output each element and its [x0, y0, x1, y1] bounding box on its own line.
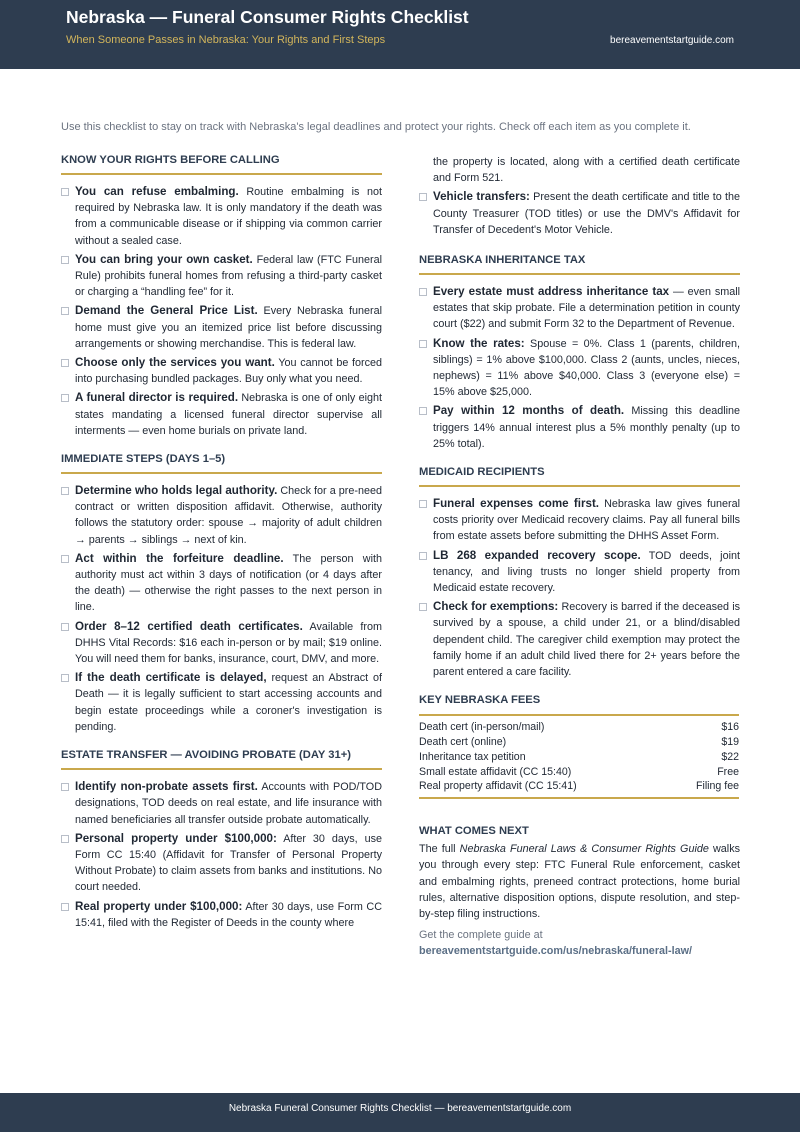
item-text: Present the death certificate and title to the County Treasurer (TOD titles) or use the DMV's Affidavit for Transfer of Decedent's Motor Vehicle. — [433, 191, 740, 236]
section-know-rights — [61, 154, 382, 439]
item-text: Recovery is barred if the deceased is survived by a spouse, a child under 21, or a blind/disabled dependent child. The caregiver child exemption may protect the family home if an adult child lived there for 2+ years before the parent entered a care facility. — [433, 601, 741, 679]
checklist-item — [61, 483, 382, 548]
checkbox[interactable] — [61, 623, 69, 631]
page-footer: Nebraska Funeral Consumer Rights Checklist — bereavementstartguide.com — [0, 1093, 800, 1132]
item-text: Every Nebraska funeral home must give you an itemized price list before discussing arrangements or showing merchandise. This is federal law. — [75, 305, 383, 350]
right-column — [419, 154, 740, 959]
item-title: If the death certificate is delayed, — [75, 671, 267, 685]
item-title: You can refuse embalming. — [75, 185, 239, 198]
checklist-item — [61, 390, 382, 439]
checkbox[interactable] — [419, 340, 427, 348]
page-subtitle: When Someone Passes in Nebraska: Your Rights and First Steps — [66, 34, 386, 46]
checklist-item — [419, 336, 740, 401]
checklist-item — [419, 548, 740, 597]
section-immediate-steps — [61, 453, 382, 735]
checklist-item — [61, 184, 382, 249]
fee-value: $19 — [721, 736, 739, 749]
item-title: Identify non-probate assets first. — [75, 780, 258, 794]
checkbox[interactable] — [419, 288, 427, 296]
checklist-item — [61, 303, 382, 352]
item-title: Know the rates: — [433, 336, 525, 350]
item-title: LB 268 expanded recovery scope. — [433, 548, 641, 562]
section-heading: MEDICAID RECIPIENTS — [419, 466, 740, 487]
checkbox[interactable] — [61, 359, 69, 367]
fee-label: Death cert (online) — [419, 736, 507, 749]
item-text: Accounts with POD/TOD designations, TOD deeds on real estate, and life insurance with named beneficiaries all transfer outside probate automatically. — [75, 781, 382, 826]
get-guide-text: Get the complete guide at — [419, 929, 543, 942]
section-estate-transfer — [61, 749, 382, 931]
checklist-item — [61, 551, 382, 616]
checklist-item — [61, 252, 382, 301]
item-text: Check for a pre-need contract or written disposition affidavit. Otherwise, authority follows the statutory order: spouse → majority of adult children → parents → siblings → next of kin. — [75, 485, 382, 546]
item-title: Pay within 12 months of death. — [433, 404, 625, 418]
intro-text: Use this checklist to stay on track with Nebraska's legal deadlines and protect your rights. Check off each item as you complete it. — [61, 121, 691, 133]
item-text: Routine embalming is not required by Nebraska law. It is only mandatory if the death was from a communicable disease or if shipping via common carrier without a sealed case. — [75, 186, 382, 247]
item-title: Determine who holds legal authority. — [75, 484, 278, 498]
item-text: You cannot be forced into purchasing bundled packages. Buy only what you need. — [75, 357, 383, 386]
next-heading: WHAT COMES NEXT — [419, 825, 529, 838]
page-header — [0, 0, 800, 69]
fee-value: Filing fee — [696, 780, 739, 793]
item-text: TOD deeds, joint tenancy, and living trusts no longer shield property from Medicaid estate recovery. — [433, 549, 740, 595]
page-title: Nebraska — Funeral Consumer Rights Checklist — [66, 7, 469, 27]
item-text: Nebraska law gives funeral costs priority over Medicaid recovery claims. Pay all funeral bills from estate assets before submitting the DHHS Asset Form. — [433, 498, 740, 543]
item-title: Real property under $100,000: — [75, 899, 243, 913]
left-column — [61, 154, 382, 945]
checkbox[interactable] — [419, 500, 427, 508]
checklist-item — [419, 284, 740, 333]
checklist-item — [419, 189, 740, 238]
item-text: The person with authority must act within 3 days of notification (or 4 days after the death) — otherwise the right passes to the next person in line. — [75, 552, 382, 614]
fee-row — [419, 720, 739, 735]
fee-row — [419, 750, 739, 765]
item-text: Nebraska is one of only eight states mandating a licensed funeral director supervise all interments — even home burials on private land. — [75, 392, 383, 437]
item-title: Vehicle transfers: — [433, 190, 530, 204]
item-title: You can bring your own casket. — [75, 252, 253, 266]
fee-label: Inheritance tax petition — [419, 750, 526, 763]
fee-label: Small estate affidavit (CC 15:40) — [419, 765, 572, 778]
checklist-item — [61, 619, 382, 668]
item-title: A funeral director is required. — [75, 391, 239, 405]
header-site: bereavementstartguide.com — [610, 35, 734, 46]
guide-title: Nebraska Funeral Laws & Consumer Rights Guide — [459, 843, 709, 856]
item-text: After 30 days, use Form CC 15:40 (Affidavit for Transfer of Personal Property Without Probate) to claim assets from banks and institutions. No court needed. — [75, 832, 382, 894]
fees-table — [419, 714, 739, 799]
item-title: Choose only the services you want. — [75, 356, 275, 370]
section-medicaid — [419, 466, 740, 680]
checkbox[interactable] — [61, 674, 69, 682]
fees-heading: KEY NEBRASKA FEES — [419, 694, 541, 707]
item-continuation: the property is located, along with a certified death certificate and Form 521. — [433, 156, 740, 185]
fee-row — [419, 735, 739, 750]
checkbox[interactable] — [419, 552, 427, 560]
fee-value: $22 — [721, 750, 739, 763]
checklist-item — [61, 670, 382, 735]
checkbox[interactable] — [419, 407, 427, 415]
checklist-item — [61, 831, 382, 896]
item-title: Funeral expenses come first. — [433, 497, 600, 511]
guide-url-link[interactable]: bereavementstartguide.com/us/nebraska/funeral-law/ — [419, 945, 693, 958]
checkbox[interactable] — [61, 256, 69, 264]
checkbox[interactable] — [61, 307, 69, 315]
fee-label: Death cert (in-person/mail) — [419, 721, 545, 734]
item-title: Order 8–12 certified death certificates. — [75, 619, 303, 633]
next-text-post: walks you through every step: FTC Funeral Rule enforcement, casket and embalming rights, preneed contract protections, home burial rules, alternative disposition options, dispute resolution, and step-by-step filing instructions. — [419, 843, 740, 921]
item-title: Every estate must address inheritance tax — [433, 285, 670, 299]
fee-row — [419, 765, 739, 780]
item-text: Spouse = 0%. Class 1 (parents, children, siblings) = 1% above $100,000. Class 2 (aunts, uncles, nieces, nephews) = 11% above $40,000. Class 3 (everyone else) = 15% above $25,000. — [433, 337, 740, 399]
item-title: Personal property under $100,000: — [75, 831, 277, 845]
item-title: Demand the General Price List. — [75, 304, 258, 318]
checkbox[interactable] — [419, 603, 427, 611]
checklist-item — [61, 899, 382, 931]
checkbox[interactable] — [61, 835, 69, 843]
item-text: Available from DHHS Vital Records: $16 each in-person or by mail; $19 online. You will need them for banks, insurance, court, DMV, and more. — [75, 620, 383, 666]
checkbox[interactable] — [61, 783, 69, 791]
checklist-item — [419, 403, 740, 452]
checkbox[interactable] — [61, 903, 69, 911]
fee-label: Real property affidavit (CC 15:41) — [419, 780, 577, 793]
checklist-item — [419, 599, 740, 680]
fee-value: $16 — [721, 721, 739, 734]
section-heading: IMMEDIATE STEPS (DAYS 1–5) — [61, 453, 382, 474]
item-text: request an Abstract of Death — it is legally sufficient to start accessing accounts and begin estate proceedings while a coroner's investigation is pending. — [75, 672, 383, 733]
section-heading: ESTATE TRANSFER — AVOIDING PROBATE (DAY 31+) — [61, 749, 382, 770]
item-text: — even small estates that skip probate. File a determination petition in county court ($22) and submit Form 32 to the Department of Revenue. — [433, 286, 741, 331]
checklist-item — [61, 355, 382, 387]
item-title: Act within the forfeiture deadline. — [75, 551, 284, 565]
checkbox[interactable] — [61, 394, 69, 402]
checkbox[interactable] — [61, 487, 69, 495]
fee-row — [419, 779, 739, 794]
next-text-pre: The full — [419, 843, 460, 856]
section-inheritance-tax — [419, 254, 740, 452]
checkbox[interactable] — [61, 555, 69, 563]
item-text: After 30 days, use Form CC 15:41, filed with the Register of Deeds in the county where — [75, 900, 382, 929]
checkbox[interactable] — [61, 188, 69, 196]
item-title: Check for exemptions: — [433, 600, 559, 614]
section-heading: KNOW YOUR RIGHTS BEFORE CALLING — [61, 154, 382, 175]
checkbox[interactable] — [419, 193, 427, 201]
checklist-item — [61, 779, 382, 828]
item-text: Missing this deadline triggers 14% annual interest plus a 5% monthly penalty (up to 25% total). — [433, 405, 741, 450]
checklist-item — [419, 496, 740, 545]
item-text: Federal law (FTC Funeral Rule) prohibits funeral homes from refusing a third-party casket or charging a “handling fee” for it. — [75, 253, 382, 299]
fee-value: Free — [717, 765, 739, 778]
section-heading: NEBRASKA INHERITANCE TAX — [419, 254, 740, 275]
next-paragraph — [419, 841, 740, 922]
